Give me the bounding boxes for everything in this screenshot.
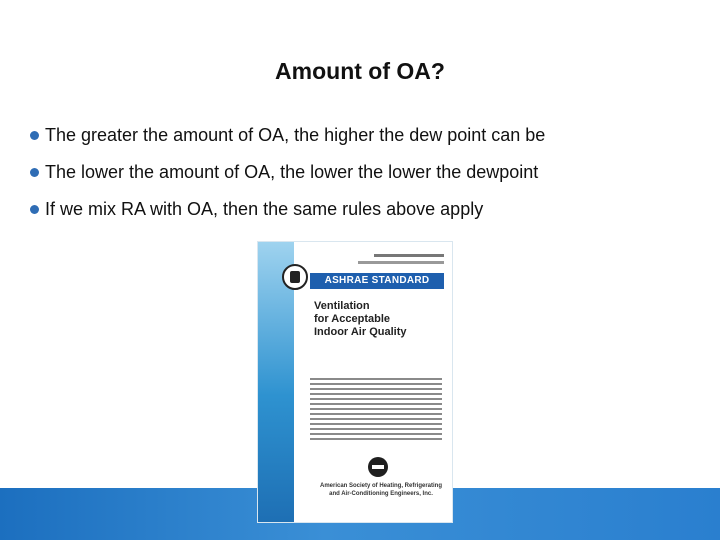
bullet-item — [30, 124, 700, 146]
cover-reference-line — [374, 254, 444, 257]
slide-title: Amount of OA? — [275, 58, 445, 84]
bullet-dot-icon — [30, 205, 39, 214]
cover-title-line: Ventilation — [314, 300, 370, 312]
cover-publisher-line: and Air-Conditioning Engineers, Inc. — [329, 491, 433, 497]
bullet-text: The lower the amount of OA, the lower the lower the dewpoint — [45, 162, 539, 182]
cover-fine-print — [310, 378, 442, 443]
cover-title-line: Indoor Air Quality — [314, 326, 407, 338]
bullet-dot-icon — [30, 131, 39, 140]
cover-reference-line — [358, 261, 444, 264]
bullet-list — [30, 124, 700, 235]
bullet-text: If we mix RA with OA, then the same rules above apply — [45, 199, 484, 219]
cover-publisher — [318, 482, 444, 498]
ansi-logo-icon — [368, 457, 388, 477]
bullet-item — [30, 198, 700, 220]
bullet-dot-icon — [30, 168, 39, 177]
bullet-item — [30, 161, 700, 183]
cover-title-line: for Acceptable — [314, 313, 391, 325]
cover-title — [314, 300, 444, 339]
cover-banner: ASHRAE STANDARD — [310, 273, 444, 289]
ashrae-logo-icon — [282, 264, 308, 290]
cover-publisher-line: American Society of Heating, Refrigerating — [319, 483, 443, 489]
bullet-text: The greater the amount of OA, the higher the dew point can be — [45, 125, 546, 145]
ashrae-standard-cover-image — [258, 242, 452, 522]
